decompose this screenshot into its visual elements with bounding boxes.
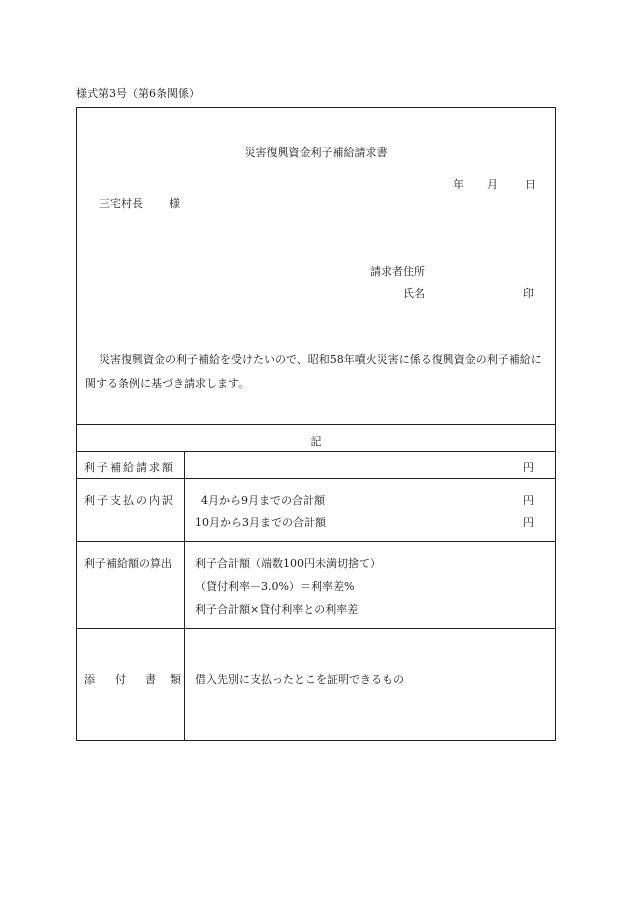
request-statement: 災害復興資金の利子補給を受けたいので、昭和58年噴火災害に係る復興資金の利子補給に関する条例に基づき請求します。 bbox=[85, 353, 542, 390]
addressee-name: 三宅村長 bbox=[99, 197, 143, 210]
addressee-honorific: 様 bbox=[169, 197, 180, 210]
divider-row-2 bbox=[77, 541, 555, 542]
divider-ki-bottom bbox=[77, 451, 555, 452]
request-amount-label: 利子補給請求額 bbox=[84, 461, 175, 474]
ki-label: 記 bbox=[310, 435, 322, 448]
seal-mark: 印 bbox=[523, 287, 534, 300]
divider-row-1 bbox=[77, 478, 555, 479]
breakdown-line-2: 10月から3月までの合計額 bbox=[195, 516, 326, 529]
calculation-line-1: 利子合計額（端数100円未満切捨て） bbox=[195, 557, 381, 570]
form-number: 様式第3号（第6条関係） bbox=[76, 87, 200, 100]
divider-row-3 bbox=[77, 628, 555, 629]
calculation-line-2: （貸付利率－3.0%）＝利率差% bbox=[195, 580, 355, 593]
attachments-label-char-2: 付 bbox=[115, 673, 126, 686]
attachments-label-char-1: 添 bbox=[84, 673, 95, 686]
date-year: 年 bbox=[453, 178, 464, 191]
request-amount-unit: 円 bbox=[523, 461, 534, 474]
attachments-label-char-4: 類 bbox=[170, 673, 181, 686]
breakdown-line-1: 4月から9月までの合計額 bbox=[201, 494, 325, 507]
attachments-content: 借入先別に支払ったとこを証明できるもの bbox=[195, 673, 404, 686]
calculation-line-3: 利子合計額×貸付利率との利率差 bbox=[195, 603, 359, 616]
breakdown-unit-2: 円 bbox=[523, 516, 534, 529]
attachments-label-char-3: 書 bbox=[145, 673, 156, 686]
form-title: 災害復興資金利子補給請求書 bbox=[244, 146, 388, 159]
calculation-label: 利子補給額の算出 bbox=[84, 557, 172, 570]
date-day: 日 bbox=[525, 178, 536, 191]
date-month: 月 bbox=[487, 178, 498, 191]
divider-ki-top bbox=[77, 424, 555, 425]
breakdown-label: 利子支払の内訳 bbox=[84, 494, 175, 507]
applicant-address-label: 請求者住所 bbox=[370, 265, 425, 278]
column-divider bbox=[184, 451, 185, 741]
applicant-name-label: 氏名 bbox=[403, 287, 425, 300]
form-box bbox=[76, 107, 556, 741]
breakdown-unit-1: 円 bbox=[523, 494, 534, 507]
